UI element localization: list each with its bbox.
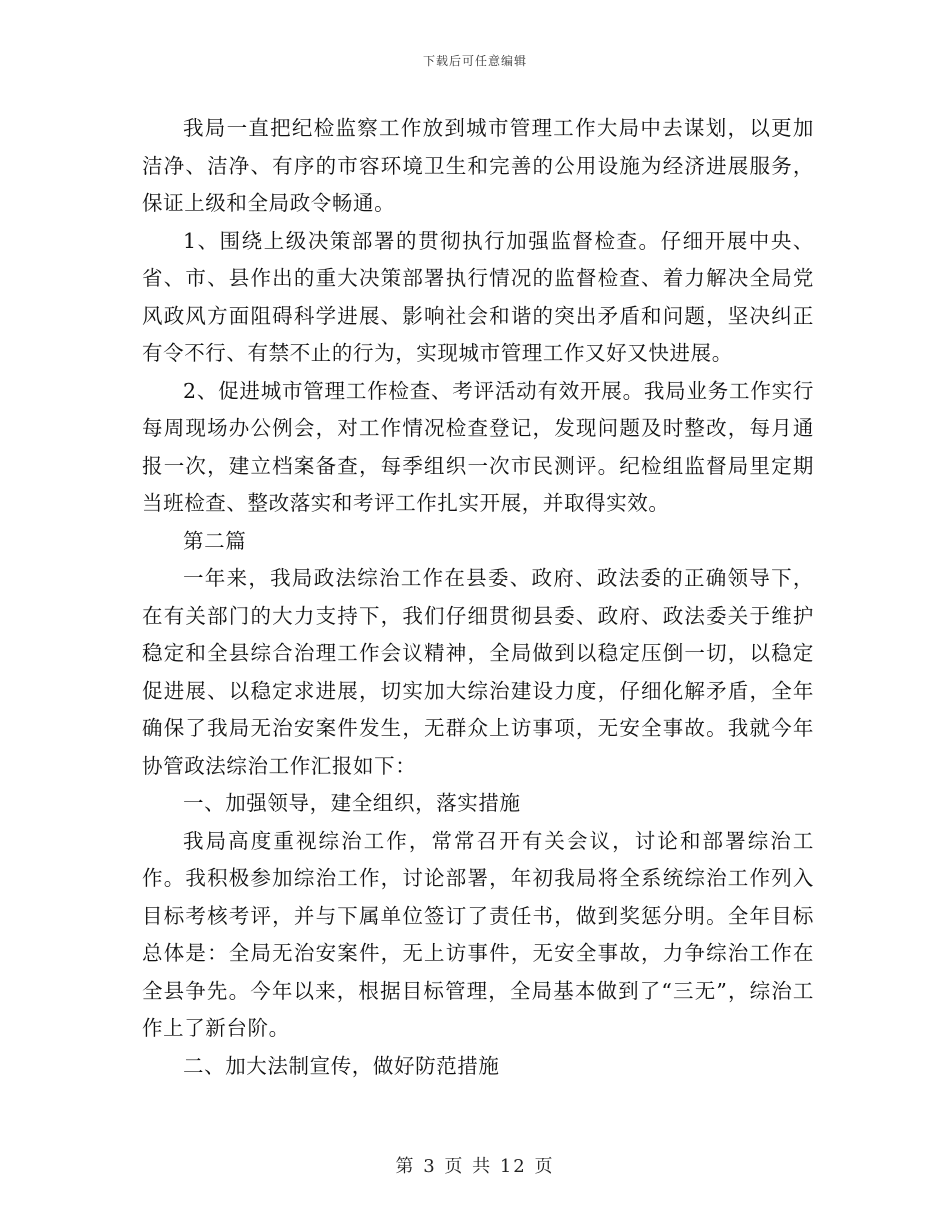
page-header: 下载后可任意编辑 [422, 54, 527, 68]
paragraph-section-1: 我局高度重视综治工作，常常召开有关会议，讨论和部署综治工作。我积极参加综治工作，讨论部署，年初我局将全系统综治工作列入目标考核考评，并与下属单位签订了责任书，做到奖惩分明。全年目标总体是：全局无治安案件，无上访事件，无安全事故，力争综治工作在全县争先。今年以来，根据目标管理，全局基本做到了“三无”，综治工作上了新台阶。 [142, 828, 814, 1040]
paragraph-summary: 一年来，我局政法综治工作在县委、政府、政法委的正确领导下，在有关部门的大力支持下，我们仔细贯彻县委、政府、政法委关于维护稳定和全县综合治理工作会议精神，全局做到以稳定压倒一切，以稳定促进展、以稳定求进展，切实加大综治建设力度，仔细化解矛盾，全年确保了我局无治安案件发生，无群众上访事项，无安全事故。我就今年协管政法综治工作汇报如下： [142, 566, 814, 778]
page-number: 第 3 页 共 12 页 [395, 1156, 555, 1177]
paragraph-item-2: 2、促进城市管理工作检查、考评活动有效开展。我局业务工作实行每周现场办公例会，对工作情况检查登记，发现问题及时整改，每月通报一次，建立档案备查，每季组织一次市民测评。纪检组监督局里定期当班检查、整改落实和考评工作扎实开展，并取得实效。 [142, 378, 814, 515]
paragraph-intro: 我局一直把纪检监察工作放到城市管理工作大局中去谋划，以更加洁净、洁净、有序的市容环境卫生和完善的公用设施为经济进展服务，保证上级和全局政令畅通。 [142, 116, 814, 215]
section-heading-2: 二、加大法制宣传，做好防范措施 [183, 1053, 500, 1078]
section-title-part-two: 第二篇 [183, 528, 247, 553]
document-body [142, 110, 814, 1085]
section-heading-1: 一、加强领导，建全组织，落实措施 [183, 791, 521, 815]
paragraph-item-1: 1、围绕上级决策部署的贯彻执行加强监督检查。仔细开展中央、省、市、县作出的重大决策部署执行情况的监督检查、着力解决全局党风政风方面阻碍科学进展、影响社会和谐的突出矛盾和问题，坚决纠正有令不行、有禁不止的行为，实现城市管理工作又好又快进展。 [142, 228, 814, 365]
